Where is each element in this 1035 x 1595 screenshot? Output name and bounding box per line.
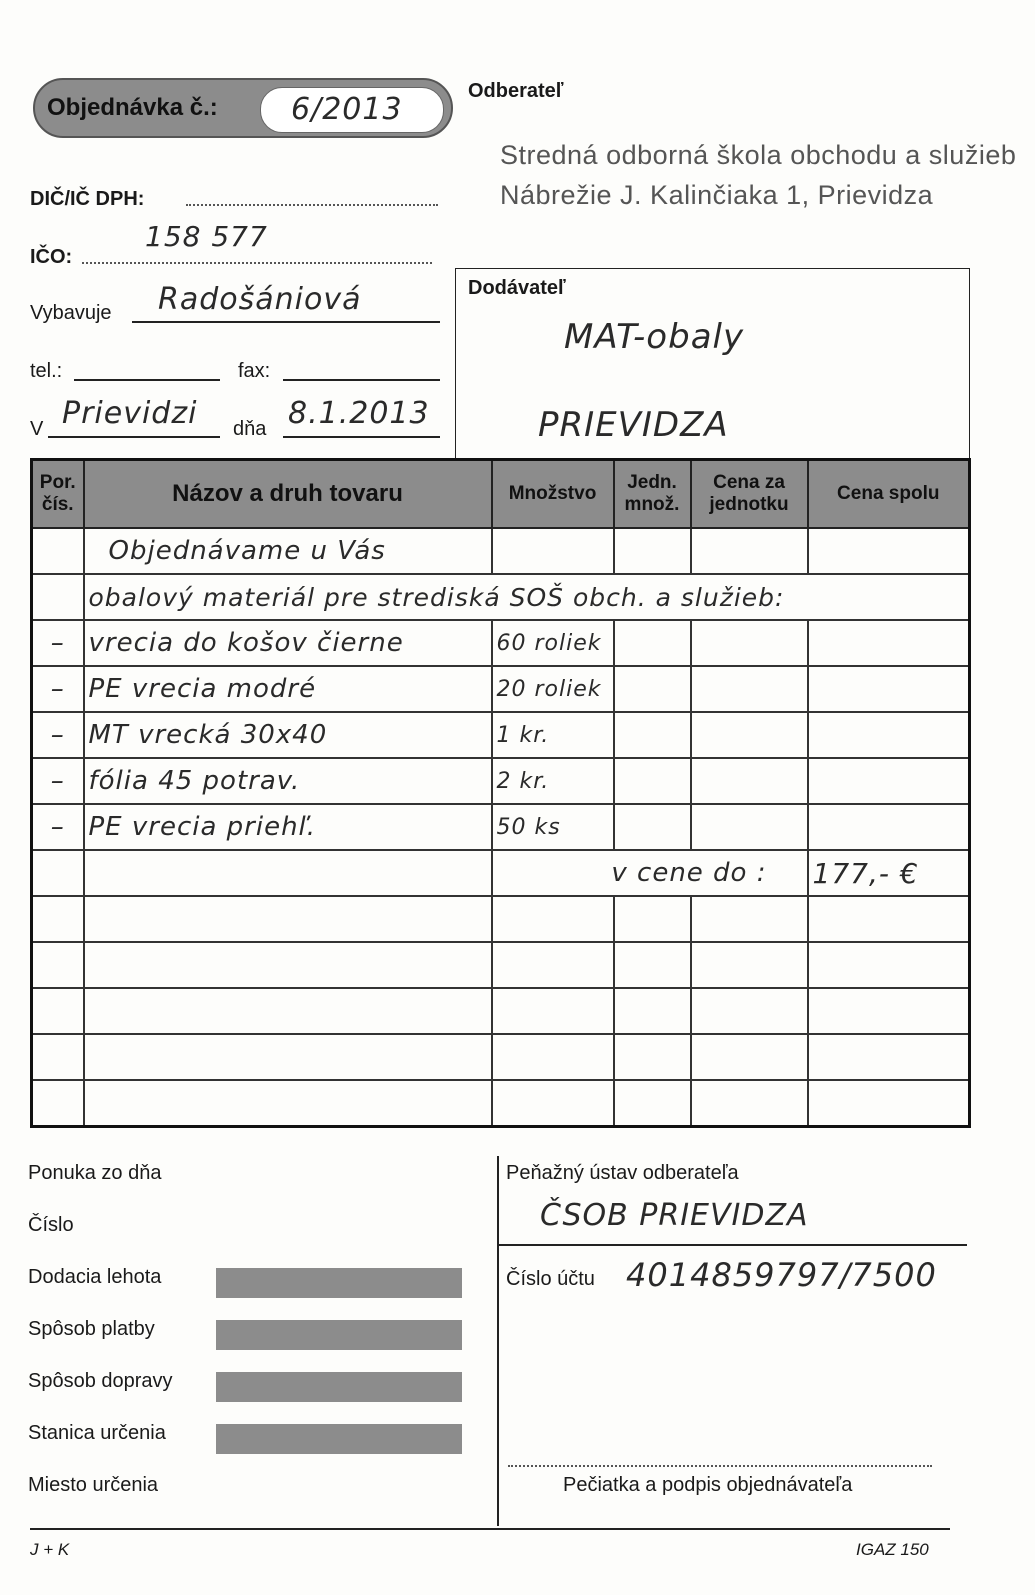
cell-qty[interactable]: 60 roliek	[492, 620, 614, 666]
col-header-qty: Množstvo	[492, 460, 614, 529]
cell-name[interactable]: PE vrecia priehľ.	[84, 804, 492, 850]
cell-qty[interactable]	[492, 528, 614, 574]
fax-label: fax:	[238, 360, 271, 382]
col-header-unit: Jedn. množ.	[614, 460, 691, 529]
cell-qty[interactable]: 1 kr.	[492, 712, 614, 758]
cell-total[interactable]	[808, 758, 970, 804]
tel-label: tel.:	[30, 360, 63, 382]
order-label: Objednávka č.:	[47, 94, 218, 121]
table-row	[32, 1080, 970, 1127]
cell-unit[interactable]	[614, 712, 691, 758]
cell-por[interactable]	[32, 574, 84, 620]
cell-name[interactable]: PE vrecia modré	[84, 666, 492, 712]
cell-unit-price[interactable]	[691, 666, 808, 712]
cell-qty[interactable]: 2 kr.	[492, 758, 614, 804]
delivery-term-field[interactable]	[216, 1268, 462, 1298]
order-number-box	[33, 78, 453, 138]
cell-total-value[interactable]: 177,- €	[808, 850, 970, 896]
cell-por[interactable]: –	[32, 712, 84, 758]
vybavuje-field[interactable]	[132, 321, 440, 323]
cell-intro-2[interactable]: obalový materiál pre strediská SOŠ obch. a služieb:	[84, 574, 970, 620]
account-value: 4014859797/7500	[626, 1256, 937, 1294]
supplier-label: Dodávateľ	[468, 277, 566, 299]
cell-unit[interactable]	[614, 528, 691, 574]
ico-label: IČO:	[30, 246, 73, 268]
stamp-label: Pečiatka a podpis objednávateľa	[563, 1474, 853, 1496]
bank-label: Peňažný ústav odberateľa	[506, 1162, 739, 1184]
destination-station-label: Stanica určenia	[28, 1422, 166, 1444]
vybavuje-value: Radošániová	[158, 282, 362, 317]
table-row	[32, 896, 970, 942]
publisher-mark: J + K	[30, 1540, 70, 1559]
customer-address-stamp: Nábrežie J. Kalinčiaka 1, Prievidza	[500, 180, 934, 210]
cell-por[interactable]: –	[32, 620, 84, 666]
fax-field[interactable]	[283, 379, 440, 381]
payment-method-field[interactable]	[216, 1320, 462, 1350]
cell-por[interactable]: –	[32, 758, 84, 804]
cell-unit[interactable]	[614, 758, 691, 804]
tel-field[interactable]	[74, 379, 220, 381]
ico-value: 158 577	[145, 220, 268, 253]
account-label: Číslo účtu	[506, 1268, 595, 1290]
payment-method-label: Spôsob platby	[28, 1318, 155, 1340]
cell-por[interactable]: –	[32, 666, 84, 712]
cell-name[interactable]	[84, 850, 492, 896]
dic-label: DIČ/IČ DPH:	[30, 188, 145, 210]
bank-value: ČSOB PRIEVIDZA	[540, 1198, 809, 1233]
table-row	[32, 528, 970, 574]
cell-name[interactable]: fólia 45 potrav.	[84, 758, 492, 804]
cell-por[interactable]: –	[32, 804, 84, 850]
cell-unit-price[interactable]	[691, 620, 808, 666]
order-number-field[interactable]	[260, 87, 444, 133]
cell-total[interactable]	[808, 620, 970, 666]
cell-total[interactable]	[808, 804, 970, 850]
cell-unit-price[interactable]	[691, 758, 808, 804]
table-row	[32, 712, 970, 758]
cell-unit-price[interactable]	[691, 804, 808, 850]
col-header-name: Názov a druh tovaru	[84, 460, 492, 529]
cell-total[interactable]	[808, 528, 970, 574]
offer-number-label: Číslo	[28, 1214, 74, 1236]
place-value: Prievidzi	[62, 396, 198, 431]
cell-unit[interactable]	[614, 804, 691, 850]
cell-total[interactable]	[808, 712, 970, 758]
col-header-unit-price: Cena za jednotku	[691, 460, 808, 529]
supplier-city: PRIEVIDZA	[538, 405, 729, 445]
date-label: dňa	[233, 418, 267, 440]
cell-intro-1[interactable]: Objednávame u Vás	[84, 528, 492, 574]
dic-field[interactable]	[186, 204, 438, 206]
cell-qty[interactable]: 20 roliek	[492, 666, 614, 712]
col-header-total: Cena spolu	[808, 460, 970, 529]
table-row	[32, 620, 970, 666]
customer-name-stamp: Stredná odborná škola obchodu a služieb	[500, 140, 1017, 170]
offer-date-label: Ponuka zo dňa	[28, 1162, 162, 1184]
place-label: V	[30, 418, 44, 440]
cell-por[interactable]	[32, 528, 84, 574]
table-header-row	[32, 460, 970, 529]
table-row	[32, 574, 970, 620]
cell-por[interactable]	[32, 850, 84, 896]
stamp-signature-field[interactable]	[508, 1465, 932, 1467]
supplier-box	[455, 268, 970, 460]
supplier-name: MAT-obaly	[564, 317, 745, 357]
vybavuje-label: Vybavuje	[30, 302, 112, 324]
date-value: 8.1.2013	[288, 396, 430, 431]
table-row	[32, 1034, 970, 1080]
table-row	[32, 758, 970, 804]
table-row	[32, 850, 970, 896]
cell-unit-price[interactable]	[691, 528, 808, 574]
ico-field[interactable]	[82, 262, 432, 264]
date-field[interactable]	[283, 436, 440, 438]
table-row	[32, 988, 970, 1034]
cell-total-label[interactable]: v cene do :	[492, 850, 808, 896]
footer-divider	[497, 1156, 499, 1526]
customer-label: Odberateľ	[468, 80, 564, 102]
place-field[interactable]	[48, 436, 220, 438]
cell-unit-price[interactable]	[691, 712, 808, 758]
form-code: IGAZ 150	[856, 1540, 929, 1559]
items-table	[30, 458, 971, 1128]
order-number-value: 6/2013	[291, 92, 403, 127]
destination-station-field[interactable]	[216, 1424, 462, 1454]
cell-total[interactable]	[808, 666, 970, 712]
cell-unit[interactable]	[614, 666, 691, 712]
cell-unit[interactable]	[614, 620, 691, 666]
delivery-term-label: Dodacia lehota	[28, 1266, 162, 1288]
cell-name[interactable]: MT vrecká 30x40	[84, 712, 492, 758]
table-row	[32, 666, 970, 712]
destination-place-label: Miesto určenia	[28, 1474, 159, 1496]
transport-method-field[interactable]	[216, 1372, 462, 1402]
cell-name[interactable]: vrecia do košov čierne	[84, 620, 492, 666]
col-header-por: Por. čís.	[32, 460, 84, 529]
bank-separator	[497, 1244, 967, 1246]
table-row	[32, 804, 970, 850]
transport-method-label: Spôsob dopravy	[28, 1370, 173, 1392]
cell-qty[interactable]: 50 ks	[492, 804, 614, 850]
bottom-rule	[30, 1528, 950, 1530]
table-row	[32, 942, 970, 988]
